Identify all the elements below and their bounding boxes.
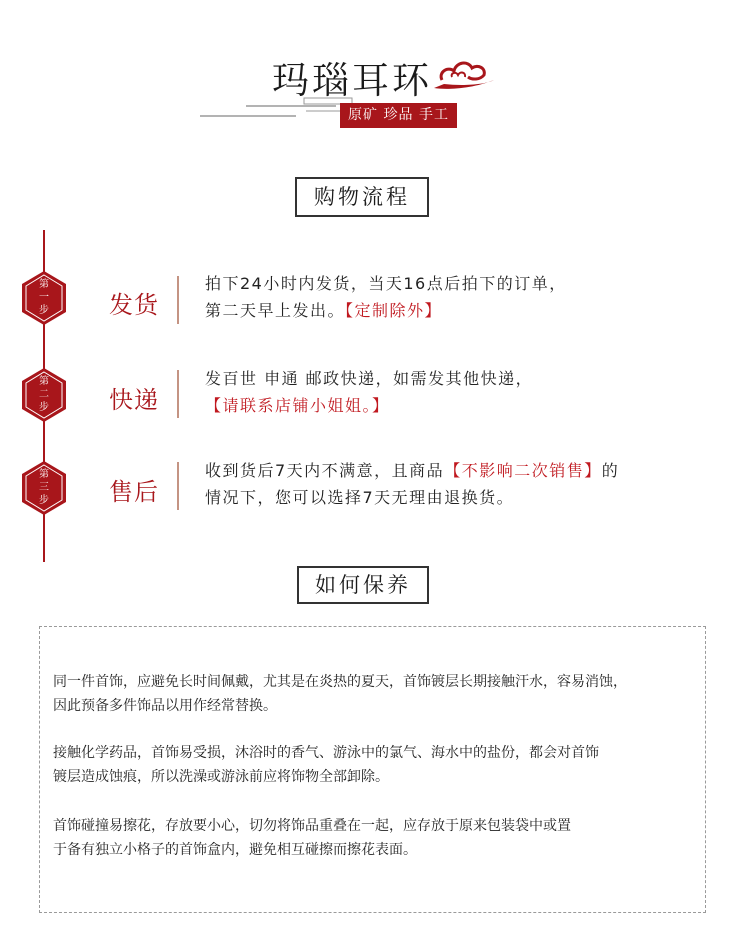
tagline-badge: 原矿 珍品 手工	[340, 103, 457, 128]
step-2-divider	[177, 370, 179, 418]
care-paragraph-3: 首饰碰撞易擦花，存放要小心，切勿将饰品重叠在一起，应存放于原来包装袋中或置 于备有独立小格子的首饰盒内，避免相互碰擦而擦花表面。	[53, 818, 571, 858]
step-1-divider	[177, 276, 179, 324]
shopping-process-heading: 购物流程	[295, 177, 429, 217]
step-2-text: 发百世 申通 邮政快递，如需发其他快递， 【请联系店铺小姐姐。】	[205, 369, 534, 415]
step-3-badge: 第 三 步	[21, 460, 67, 516]
step-3-divider	[177, 462, 179, 510]
cloud-ornament-icon	[432, 58, 498, 92]
care-heading: 如何保养	[297, 566, 429, 604]
step-2-label: 快递	[109, 386, 159, 414]
care-paragraph-2: 接触化学药品，首饰易受损，沐浴时的香气、游泳中的氯气、海水中的盐份，都会对首饰 镀层造成蚀痕，所以洗澡或游泳前应将饰物全部卸除。	[53, 745, 599, 785]
product-title: 玛瑙耳环	[272, 59, 432, 102]
step-3-text: 收到货后7天内不满意，且商品【不影响二次销售】的 情况下，您可以选择7天无理由退换货。	[205, 461, 620, 507]
step-1-label: 发货	[109, 291, 159, 319]
care-paragraph-1: 同一件首饰，应避免长时间佩戴，尤其是在炎热的夏天，首饰镀层长期接触汗水，容易消蚀， 因此预备多件饰品以用作经常替换。	[53, 674, 627, 714]
step-1-text: 拍下24小时内发货，当天16点后拍下的订单， 第二天早上发出。【定制除外】	[205, 274, 567, 320]
step-2-badge: 第 二 步	[21, 367, 67, 423]
step-1-badge: 第 一 步	[21, 270, 67, 326]
step-3-label: 售后	[109, 478, 159, 506]
